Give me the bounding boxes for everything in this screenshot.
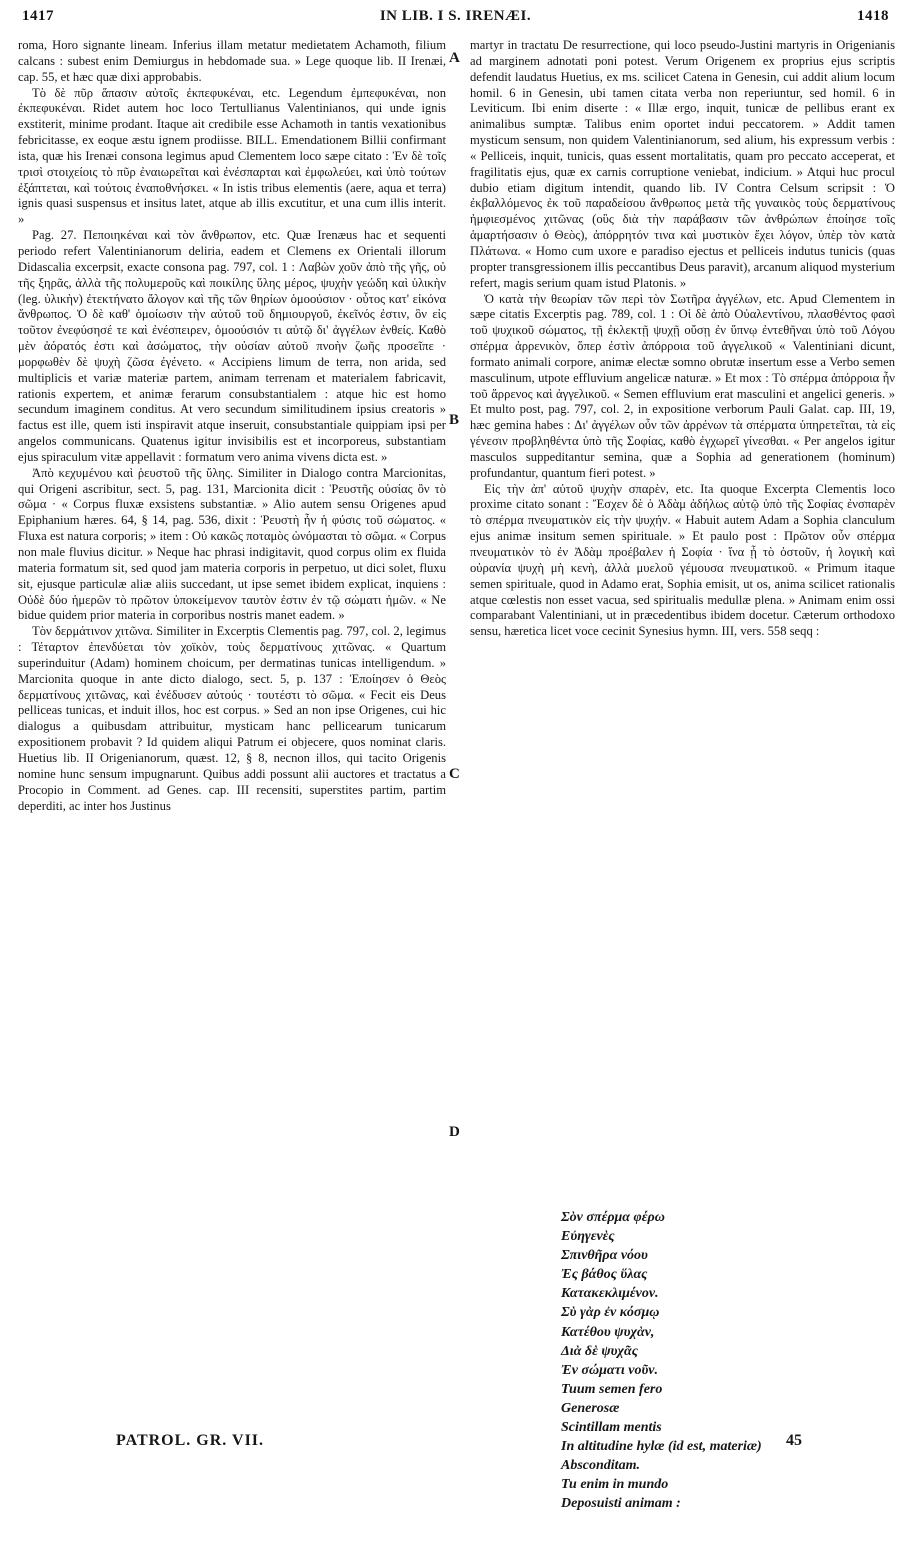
left-paragraph: Pag. 27. Πεποιηκέναι καὶ τὸν ἄνθρωπον, etc. Quæ Irenæus hac et sequenti periodo refert Valentinianorum deliria, eadem et Clemens ex Orientali illorum Didascalia excerpsit, exacte consona pag. 797, col. 1 : Λαβὼν χοῦν ἀπὸ τῆς γῆς, οὐ τῆς ξηρᾶς, ἀλλὰ τῆς πολυμεροῦς καὶ ποικίλης ὕλης μέρος, ψυχὴν γεώδη καὶ ὑλικὴν (leg. ὑλικὴν) ἐτεκτήνατο ἄλογον καὶ τῆς τῶν θηρίων ὁμοούσιον · οὗτος κατ' εἰκόνα ἄνθρωπος. Ὁ δὲ καθ' ὁμοίωσιν τὴν αὐτοῦ τοῦ δημιουργοῦ, ἐκεῖνός ἐστιν, ὃν εἰς τοῦτον ἐνεφύσησέ τε καὶ ἐνέσπειρεν, ὁμοούσιόν τι αὐτῷ δι' ἀγγέλων ἐνθείς. Καθὸ μὲν ἀόρατός ἐστι καὶ ἀσώματος, τὴν οὐσίαν αὐτοῦ πνοὴν ζωῆς προσεῖπε · μορφωθὲν δὲ ψυχὴ ζῶσα ἐγένετο. « Accipiens limum de terra, non arida, sed multiplicis et variæ materiæ partem, animam terrenam et materialem fabricavit, rationis expertem, et animæ ferarum consubstantialem : atque hic est homo secundum imaginem conditus. At vero secundum similitudinem ipsius creatoris » factus est ille, quem isti inspiravit atque inseruit, consubstantiale quippiam ipsi per angelos communicans. Quatenus igitur invisibilis est et incorporeus, substantiam ejus spiraculum vitæ appellavit : formatum vero anima vivens dicta est. » bbox=[18, 228, 446, 464]
right-column bbox=[470, 38, 895, 640]
poem-line: Σπινθῆρα νόου bbox=[561, 1248, 648, 1264]
right-paragraph: martyr in tractatu De resurrectione, qui loco pseudo-Justini martyris in Origenianis ad marginem adnotati poni potest. Verum Origenem ex proprius ejus scriptis defendit laudatus Huetius, ex ms. scilicet Catena in Genesin, cui addit alium locum homil. 6 in Genesin, ubi tamen citata verba non reperiuntur, sed homil. 6 in Leviticum. Ibi enim diserte : « Illæ ergo, inquit, tunicæ de pellibus erant ex animalibus sumptæ. Talibus enim oportet indui peccatorem. » Addit tamen mysticum sensum, non quidem Valentinianorum, sed alium, his expressum verbis : « Pelliceis, inquit, tunicis, quas essent mortalitatis, quam pro peccato acceperat, et fragilitatis ejus, quæ ex carnis corruptione veniebat, indicium. » Atqui huc procul dubio etiam digitum intendit, quando lib. IV Contra Celsum scripsit : Ὁ ἐκβαλλόμενος ἐκ τοῦ παραδείσου ἄνθρωπος μετὰ τῆς γυναικὸς τοὺς δερματίνους ἠμφιεσμένος χιτῶνας (οὓς διὰ τὴν παράβασιν τῶν ἀνθρώπων ἐποίησε τοῖς ἁμαρτήσασιν ὁ Θεὸς), ἀπόρρητόν τινα καὶ μυστικὸν ἔχει λόγον, ὑπὲρ τὸν κατὰ Πλάτωνα. « Homo cum uxore e paradiso ejectus et pelliceis indutus tunicis (quas propter transgressionem illis peccantibus Deus paravit), arcanum aliquod mysterium refert, magis serium quam istud Platonis. » bbox=[470, 38, 895, 290]
poem-line: Εὐηγενὲς bbox=[561, 1229, 615, 1245]
poem-line: Deposuisti animam : bbox=[561, 1496, 681, 1512]
left-column bbox=[18, 38, 446, 814]
poem-line: Generosæ bbox=[561, 1400, 620, 1416]
left-paragraph: Ἀπὸ κεχυμένου καὶ ῥευστοῦ τῆς ὕλης. Similiter in Dialogo contra Marcionitas, qui Origeni ascribitur, sect. 5, pag. 131, Marcionita dicit : Ῥευστῆς οὐσίας ὂν τὸ σῶμα · « Corpus fluxæ exsistens substantiæ. » Alio autem sensu Origenes apud Epiphanium hæres. 64, § 14, pag. 536, dixit : Ῥευστὴ ἦν ἡ φύσις τοῦ σώματος. « Fluxa est natura corporis; » item : Οὐ κακῶς ποταμὸς ὠνόμασται τὸ σῶμα. « Corpus non male fluvius dicitur. » Neque hac phrasi indigitavit, quod corpus olim ex fluida materia formatum sit, sed quod jam materia corporis in perpetuo, ut dici solet, fluxu sit, ejusque particulæ aliæ aliis succedant, ut ipse semet ibidem explicat, inquiens : Οὐδὲ δύο ἡμερῶν τὸ πρῶτον ὑποκείμενον ταυτὸν ἐστιν ἐν τῷ σώματι ἡμῶν. « Ne bidue quidem prior materia in corporibus nostris manet eadem. » bbox=[18, 465, 446, 623]
margin-marker-a: A bbox=[449, 50, 460, 66]
signature-number: 45 bbox=[786, 1432, 802, 1449]
poem-line: Scintillam mentis bbox=[561, 1420, 662, 1436]
margin-marker-d: D bbox=[449, 1124, 460, 1140]
left-page-number: 1417 bbox=[22, 8, 54, 24]
hymn-quotation bbox=[561, 1208, 762, 1514]
poem-line: Tu enim in mundo bbox=[561, 1477, 669, 1493]
right-paragraph: Ὁ κατὰ τὴν θεωρίαν τῶν περὶ τὸν Σωτῆρα ἀγγέλων, etc. Apud Clementem in sæpe citatis Excerptis pag. 789, col. 1 : Οἱ δὲ ἀπὸ Οὐαλεντίνου, πλασθέντος φασὶ τοῦ ψυχικοῦ σώματος, τῇ ἐκλεκτῇ ψυχῇ οὔσῃ ἐν ὕπνῳ ἐντεθῆναι ὑπὸ τοῦ Λόγου σπέρμα ἀρρενικὸν, ὅπερ ἐστὶν ἀπόρροια τοῦ ἀγγελικοῦ « Valentiniani dicunt, formato animali corpore, animæ electæ somno obrutæ insertum esse a Verbo semen masculinum, utpote effluvium angelicæ naturæ. » Et mox : Τὸ σπέρμα ἀπόρροια ἦν τοῦ ἄρρενος καὶ ἀγγελικοῦ. « Semen effluvium erat masculini et angelici generis. » Et multo post, pag. 797, col. 2, in expositione verborum Pauli Galat. cap. III, 19, hæc gemina habes : Δι' ἀγγέλων οὖν τῶν ἀρρένων τὰ σπέρματα ὑπηρετεῖται, τὰ εἰς γένεσιν προβληθέντα ὑπὸ τῆς Σοφίας, καθὸ ἐγχωρεῖ γίνεσθαι. « Per angelos igitur masculos suppeditantur semina, quæ a Sophia ad generationem (hominum) profundantur, quantum fieri potest. » bbox=[470, 291, 895, 480]
poem-line: Διὰ δὲ ψυχᾶς bbox=[561, 1343, 639, 1359]
page-header bbox=[22, 8, 889, 34]
left-paragraph: roma, Horo signante lineam. Inferius illam metatur medietatem Achamoth, filium calcans : subest enim Demiurgus in hebdomade sua. » Lege quoque lib. II Irenæi, cap. 55, et hæc quæ dixi approbabis. bbox=[18, 38, 446, 84]
poem-line: Absconditam. bbox=[561, 1458, 640, 1474]
margin-marker-b: B bbox=[449, 412, 460, 428]
poem-line: Κατακεκλιμένον. bbox=[561, 1286, 659, 1302]
right-page-number: 1418 bbox=[857, 8, 889, 24]
volume-footer: PATROL. GR. VII. bbox=[116, 1432, 265, 1449]
left-paragraph: Τὸν δερμάτινον χιτῶνα. Similiter in Excerptis Clementis pag. 797, col. 2, legimus : Τέταρτον ἐπενδύεται τὸν χοϊκὸν, τοὺς δερματίνους χιτῶνας. « Quartum superinduitur (Adam) hominem choicum, per dermatinas tunicas intelligendum. » Marcionita quoque in ante dicto dialogo, sect. 5, p. 137 : Ἐποίησεν ὁ Θεὸς δερματίνους χιτῶνας, καὶ ἐνέδυσεν αὐτούς · τουτέστι τὸ σῶμα. « Fecit eis Deus pelliceas tunicas, et induit illos, hoc est corpus. » Sed an non ipse Origenes, cui hic dialogus a quibusdam attribuitur, mysticam hanc pellicearum tunicarum expositionem probavit ? Id quidem aliqui Patrum ei objecere, quos nominat claris. Huetius lib. II Origenianorum, quæst. 12, § 8, necnon illos, qui tacito Origenis nomine hunc sensum impugnarunt. Quibus addi possunt alii auctores et tractatus a Procopio in Comment. ad Genes. cap. III recensiti, superstites partim, partim deperditi, ac inter hos Justinus bbox=[18, 624, 446, 813]
poem-line: Tuum semen fero bbox=[561, 1381, 663, 1397]
left-paragraph: Τὸ δὲ πῦρ ἅπασιν αὐτοῖς ἐκπεφυκέναι, etc. Legendum ἐμπεφυκέναι, non ἐκπεφυκέναι. Ridet autem hoc loco Tertullianus Valentinianos, qui unde ignis exstiterit, minime prodant. Itaque ait credibile esse Achamoth in tantis vexationibus febricitasse, ex eoque æstu ignem prodiisse. BILL. Emendationem Billii confirmant ista, quæ his Irenæi consona legimus apud Clementem loco sæpe citato : Ἐν δὲ τοῖς τρισὶ στοιχείοις τὸ πῦρ ἐναιωρεῖται καὶ ἐνέσπαρται καὶ ἐμφωλεύει, καὶ ὑπὸ τούτων ἐξάπτεται, καὶ τούτοις ἐναποθνήσκει. « In istis tribus elementis (aere, aqua et terra) ignis quasi suspensus et insitus latet, atque ab illis excutitur, et una cum illis interit. » bbox=[18, 85, 446, 227]
poem-line: Σὸν σπέρμα φέρω bbox=[561, 1210, 665, 1225]
margin-marker-c: C bbox=[449, 766, 460, 782]
poem-line: Ἐς βάθος ὕλας bbox=[561, 1267, 648, 1283]
poem-line: Ἐν σώματι νοῦν. bbox=[561, 1362, 659, 1378]
running-title: IN LIB. I S. IRENÆI. bbox=[379, 8, 532, 24]
poem-line: Κατέθου ψυχὰν, bbox=[561, 1324, 655, 1340]
poem-line: Σὺ γὰρ ἐν κόσμῳ bbox=[561, 1305, 660, 1321]
poem-line: In altitudine hylæ (id est, materiæ) bbox=[561, 1439, 762, 1455]
right-paragraph: Εἰς τὴν ἀπ' αὐτοῦ ψυχὴν σπαρὲν, etc. Ita quoque Excerpta Clementis loco proxime citato sonant : Ἔσχεν δὲ ὁ Ἀδὰμ ἀδήλως αὐτῷ ὑπὸ τῆς Σοφίας ἐνσπαρὲν τὸ σπέρμα πνευματικὸν εἰς τὴν ψυχήν. « Habuit autem Adam a Sophia clanculum ejus animæ insitum semen spirituale. » Et paulo post : Πρῶτον οὖν σπέρμα πνευματικὸν τὸ ἐν Ἀδὰμ προέβαλεν ἡ Σοφία · ἵνα ᾖ τὸ ὀστοῦν, ἡ λογικὴ καὶ οὐρανία ψυχὴ μὴ κενὴ, ἀλλὰ μυελοῦ γέμουσα πνευματικοῦ. « Primum itaque semen spirituale, quod in Adamo erat, Sophia emisit, ut os, anima scilicet rationalis atque cœlestis non esset vacua, sed spiritualis medullæ plena. » Animam enim ossi comparabant Valentiniani, ut in præcedentibus ibidem docetur. Cæterum orthodoxo sensu, hæretica licet voce cecinit Synesius hymn. III, vers. 558 seqq : bbox=[470, 481, 895, 639]
